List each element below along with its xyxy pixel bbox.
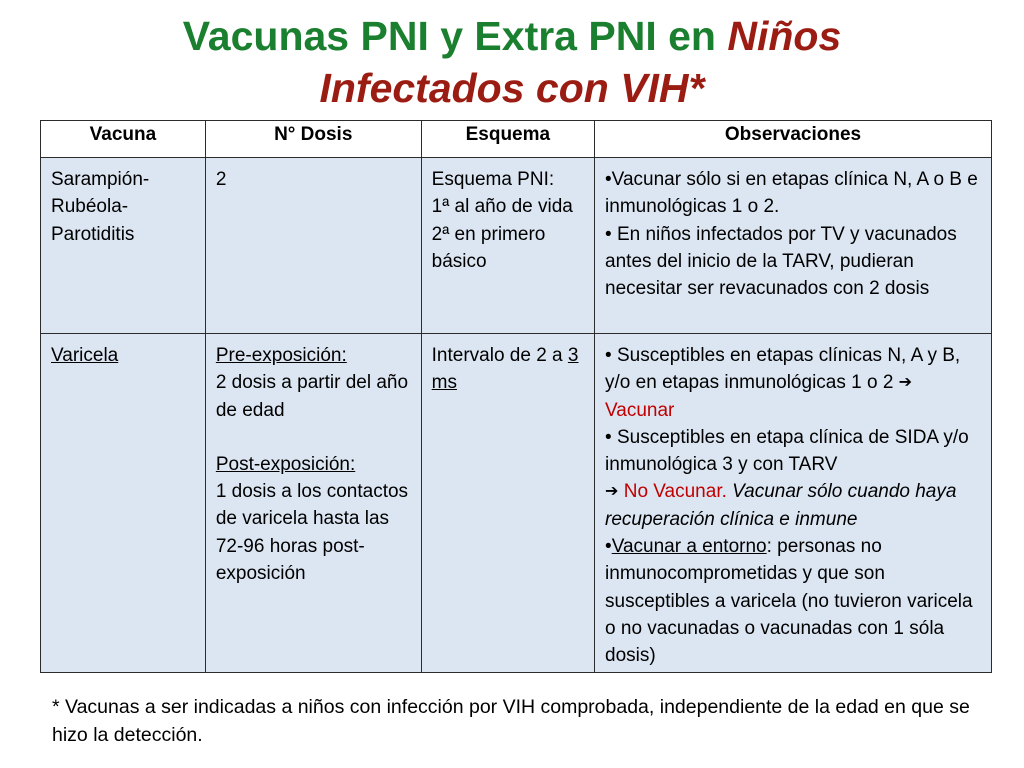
post-exposicion-label: Post-exposición: bbox=[215, 453, 356, 475]
obs-srp-2: • En niños infectados por TV y vacunados antes del inicio de la TARV, pudieran necesitar ser revacunados con 2 dosis bbox=[605, 223, 957, 300]
obs-varicela-3-text: : personas no inmunocomprometidas y que son susceptibles a varicela (no tuvieron varicela o no vacunadas o vacunadas con 1 sóla dosis) bbox=[605, 536, 973, 667]
vacuna-srp-line2: Rubéola- bbox=[51, 196, 129, 218]
cell-dosis-varicela bbox=[205, 334, 421, 673]
table-row-varicela bbox=[41, 334, 992, 673]
obs-varicela-2-action: No Vacunar. bbox=[618, 481, 727, 503]
header-esquema: Esquema bbox=[421, 121, 594, 158]
table-header-row bbox=[41, 121, 992, 158]
arrow-right-icon: ➔ bbox=[898, 374, 913, 392]
post-exposicion-text: 1 dosis a los contactos de varicela hasta las 72-96 horas post-exposición bbox=[215, 481, 409, 585]
footnote: * Vacunas a ser indicadas a niños con infección por VIH comprobada, independiente de la edad en que se hizo la detección. bbox=[52, 696, 970, 746]
esquema-srp-line1: Esquema PNI: bbox=[431, 169, 555, 190]
esquema-varicela: Intervalo de 2 a bbox=[431, 345, 568, 366]
header-observaciones: Observaciones bbox=[595, 121, 992, 158]
obs-varicela-3-label: Vacunar a entorno bbox=[611, 536, 767, 558]
obs-varicela-1 bbox=[605, 342, 983, 424]
esquema-srp-line2: 1ª al año de vida bbox=[431, 196, 573, 218]
esquema-varicela-ms: 3 ms bbox=[431, 345, 579, 394]
title-part3: Infectados con VIH* bbox=[319, 65, 705, 111]
table-row-srp bbox=[41, 158, 992, 334]
cell-observaciones-varicela bbox=[595, 334, 992, 673]
cell-esquema-srp bbox=[421, 158, 594, 334]
cell-dosis-srp bbox=[205, 158, 421, 334]
cell-vacuna-srp bbox=[41, 158, 206, 334]
obs-varicela-3-bullet: • bbox=[605, 536, 612, 558]
cell-observaciones-srp bbox=[595, 158, 992, 334]
obs-varicela-2-text: • Susceptibles en etapa clínica de SIDA y/o inmunológica 3 y con TARV bbox=[605, 426, 969, 476]
header-vacuna: Vacuna bbox=[41, 121, 206, 158]
pre-exposicion-label: Pre-exposición: bbox=[215, 345, 347, 366]
cell-esquema-varicela bbox=[421, 334, 594, 673]
obs-varicela-3 bbox=[605, 533, 983, 669]
obs-varicela-1-text: • Susceptibles en etapas clínicas N, A y B, y/o en etapas inmunológicas 1 o 2 bbox=[605, 345, 961, 394]
dosis-srp: 2 bbox=[215, 169, 227, 190]
vaccine-table bbox=[40, 120, 992, 673]
title-part1: Vacunas PNI y Extra PNI en bbox=[182, 13, 728, 59]
cell-vacuna-varicela bbox=[41, 334, 206, 673]
vacuna-varicela: Varicela bbox=[51, 345, 119, 366]
esquema-srp-line3: 2ª en primero básico bbox=[431, 223, 546, 272]
obs-srp-1: •Vacunar sólo si en etapas clínica N, A o B e inmunológicas 1 o 2. bbox=[605, 169, 978, 218]
obs-varicela-2 bbox=[605, 424, 983, 533]
obs-varicela-1-action: Vacunar bbox=[605, 399, 675, 421]
pre-exposicion-text: 2 dosis a partir del año de edad bbox=[215, 372, 409, 421]
vacuna-srp-line1: Sarampión- bbox=[51, 169, 150, 190]
page-title bbox=[0, 10, 1024, 114]
title-part2: Niños bbox=[727, 13, 842, 59]
arrow-right-icon: ➔ bbox=[605, 483, 619, 501]
vacuna-srp-line3: Parotiditis bbox=[51, 223, 135, 245]
obs-varicela-2-italic: Vacunar sólo cuando haya recuperación clínica e inmune bbox=[605, 481, 957, 530]
header-dosis: N° Dosis bbox=[205, 121, 421, 158]
